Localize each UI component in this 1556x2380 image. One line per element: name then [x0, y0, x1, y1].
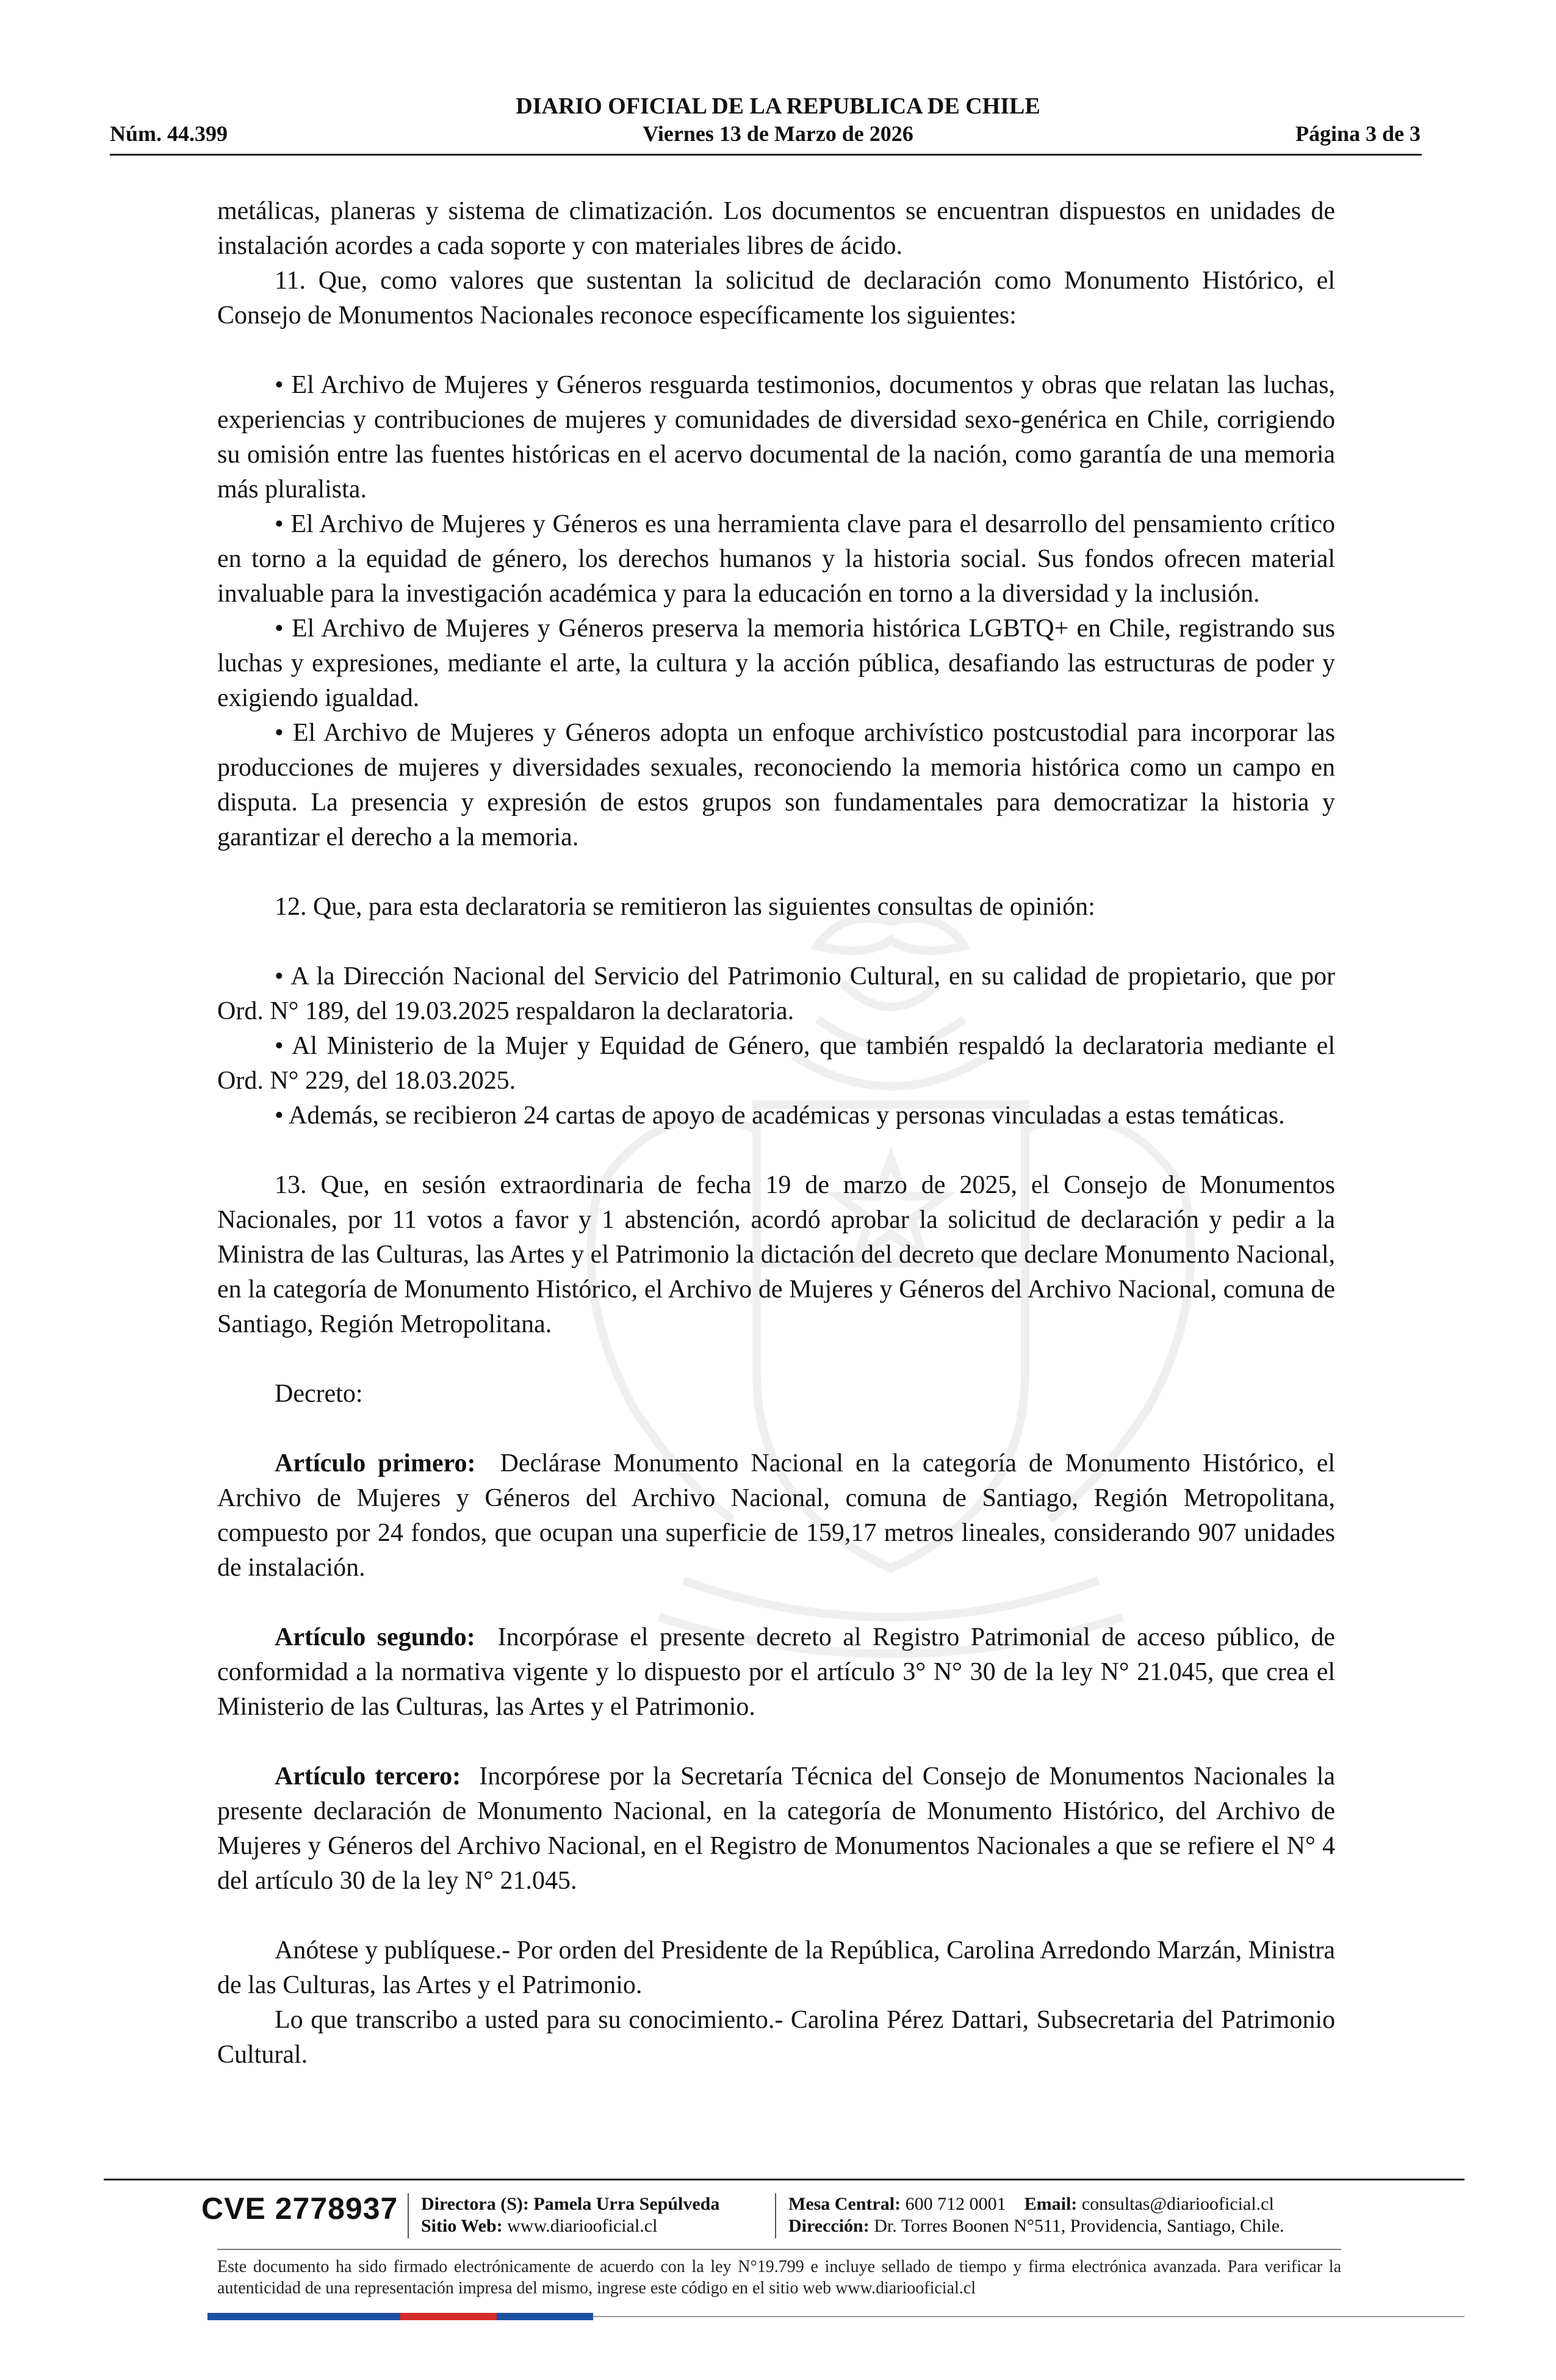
- email-label: Email:: [1024, 2194, 1078, 2214]
- value-bullet-4: • El Archivo de Mujeres y Géneros adopta un enfoque archivístico postcustodial para incorporar las producciones de mujeres y diversidades sexuales, reconociendo la memoria histórica como un campo en disputa. La presencia y expresión de estos grupos son fundamentales para democratizar la historia y garantizar el derecho a la memoria.: [217, 719, 1335, 851]
- document-body: [217, 194, 1335, 2072]
- direccion-value: Dr. Torres Boonen N°511, Providencia, Santiago, Chile.: [874, 2216, 1284, 2236]
- header-divider: [110, 154, 1422, 156]
- direccion-label: Dirección:: [788, 2216, 870, 2236]
- paragraph-continuation: metálicas, planeras y sistema de climatización. Los documentos se encuentran dispuestos en unidades de instalación acordes a cada soporte y con materiales libres de ácido.: [217, 197, 1335, 260]
- paragraph-12: 12. Que, para esta declaratoria se remitieron las siguientes consultas de opinión:: [275, 893, 1095, 921]
- footer-separator: [408, 2193, 409, 2238]
- newspaper-title: DIARIO OFICIAL DE LA REPUBLICA DE CHILE: [516, 93, 1040, 119]
- article-third-label: Artículo tercero:: [275, 1762, 461, 1790]
- consultation-bullet-1: • A la Dirección Nacional del Servicio del Patrimonio Cultural, en su calidad de propietario, que por Ord. N° 189, del 19.03.2025 respaldaron la declaratoria.: [217, 962, 1335, 1025]
- flag-stripe-segment: [207, 2313, 304, 2320]
- flag-stripe-segment: [304, 2313, 400, 2320]
- directora-value: Pamela Urra Sepúlveda: [533, 2194, 720, 2214]
- article-second: [217, 1620, 1335, 1725]
- cve-code: CVE 2778937: [201, 2191, 398, 2226]
- directora-label: Directora (S):: [421, 2194, 529, 2214]
- footer-divider: [104, 2179, 1464, 2180]
- issue-date: Viernes 13 de Marzo de 2026: [643, 121, 913, 146]
- electronic-signature-note: Este documento ha sido firmado electrónicamente de acuerdo con la ley N°19.799 e incluye sellado de tiempo y firma electrónica avanzada. Para verificar la autenticidad de una representación impresa del mismo, ingrese este código en el sitio web www.diariooficial.cl: [217, 2257, 1341, 2298]
- mesa-label: Mesa Central:: [788, 2194, 901, 2214]
- article-first: [217, 1446, 1335, 1585]
- article-first-text: Declárase Monumento Nacional en la categoría de Monumento Histórico, el Archivo de Mujeres y Géneros del Archivo Nacional, comuna de Santiago, Región Metropolitana, compuesto por 24 fondos, que ocupan una superficie de 159,17 metros lineales, considerando 907 unidades de instalación.: [217, 1449, 1336, 1582]
- closing-transcription: Lo que transcribo a usted para su conocimiento.- Carolina Pérez Dattari, Subsecretaria del Patrimonio Cultural.: [217, 2006, 1335, 2069]
- flag-stripe-segment: [497, 2313, 593, 2320]
- mesa-value: 600 712 0001: [905, 2194, 1006, 2214]
- value-bullet-2: • El Archivo de Mujeres y Géneros es una herramienta clave para el desarrollo del pensamiento crítico en torno a la equidad de género, los derechos humanos y la historia social. Sus fondos ofrecen material invaluable para la investigación académica y para la educación en torno a la diversidad y la inclusión.: [217, 510, 1335, 608]
- consultation-bullet-3: • Además, se recibieron 24 cartas de apoyo de académicas y personas vinculadas a estas temáticas.: [275, 1102, 1285, 1130]
- value-bullet-3: • El Archivo de Mujeres y Géneros preserva la memoria histórica LGBTQ+ en Chile, registrando sus luchas y expresiones, mediante el arte, la cultura y la acción pública, desafiando las estructuras de poder y exigiendo igualdad.: [217, 615, 1335, 712]
- footer-contact-block: [788, 2193, 1284, 2237]
- flag-stripe-segment: [400, 2313, 497, 2320]
- paragraph-13: 13. Que, en sesión extraordinaria de fecha 19 de marzo de 2025, el Consejo de Monumentos Nacionales, por 11 votos a favor y 1 abstención, acordó aprobar la solicitud de declaración y pedir a la Ministra de las Culturas, las Artes y el Patrimonio la dictación del decreto que declare Monumento Nacional, en la categoría de Monumento Histórico, el Archivo de Mujeres y Géneros del Archivo Nacional, comuna de Santiago, Región Metropolitana.: [217, 1171, 1335, 1338]
- issue-number: Núm. 44.399: [110, 121, 228, 146]
- article-second-label: Artículo segundo:: [275, 1623, 475, 1651]
- footer-separator: [775, 2193, 776, 2238]
- flag-stripe: [207, 2313, 593, 2320]
- sitio-label: Sitio Web:: [421, 2216, 503, 2236]
- article-third: [217, 1759, 1335, 1899]
- consultation-bullet-2: • Al Ministerio de la Mujer y Equidad de Género, que también respaldó la declaratoria mediante el Ord. N° 229, del 18.03.2025.: [217, 1032, 1335, 1095]
- article-first-label: Artículo primero:: [275, 1449, 476, 1477]
- decree-heading: Decreto:: [275, 1380, 363, 1408]
- footer-note-divider: [217, 2249, 1341, 2250]
- paragraph-11: 11. Que, como valores que sustentan la solicitud de declaración como Monumento Histórico, el Consejo de Monumentos Nacionales reconoce específicamente los siguientes:: [217, 267, 1335, 330]
- closing-signature: Anótese y publíquese.- Por orden del Presidente de la República, Carolina Arredondo Marzán, Ministra de las Culturas, las Artes y el Patrimonio.: [217, 1936, 1335, 1999]
- article-second-text: Incorpórase el presente decreto al Registro Patrimonial de acceso público, de conformidad a la normativa vigente y lo dispuesto por el artículo 3° N° 30 de la ley N° 21.045, que crea el Ministerio de las Culturas, las Artes y el Patrimonio.: [217, 1623, 1336, 1721]
- email-value[interactable]: consultas@diariooficial.cl: [1081, 2194, 1274, 2214]
- page-indicator: Página 3 de 3: [1295, 121, 1421, 146]
- footer-directora-block: [421, 2193, 719, 2237]
- article-third-text: Incorpórese por la Secretaría Técnica del Consejo de Monumentos Nacionales la presente declaración de Monumento Nacional, en la categoría de Monumento Histórico, del Archivo de Mujeres y Géneros del Archivo Nacional, en el Registro de Monumentos Nacionales a que se refiere el N° 4 del artículo 30 de la ley N° 21.045.: [217, 1762, 1335, 1895]
- sitio-value[interactable]: www.diariooficial.cl: [507, 2216, 658, 2236]
- value-bullet-1: • El Archivo de Mujeres y Géneros resguarda testimonios, documentos y obras que relatan las luchas, experiencias y contribuciones de mujeres y comunidades de diversidad sexo-genérica en Chile, corrigiendo su omisión entre las fuentes históricas en el acervo documental de la nación, como garantía de una memoria más pluralista.: [217, 371, 1335, 503]
